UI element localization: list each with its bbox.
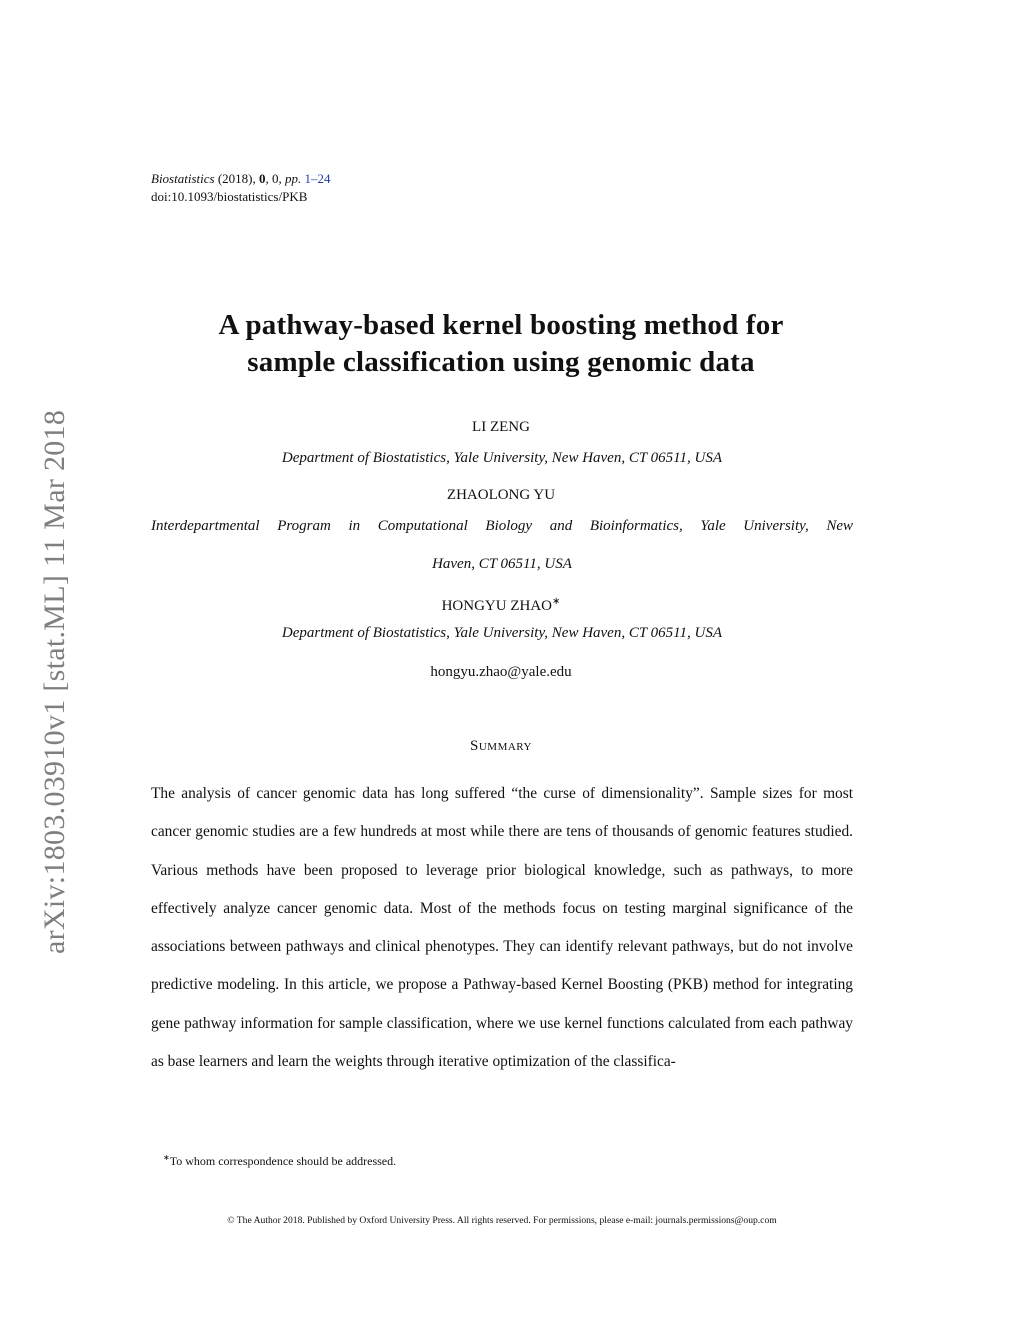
- paper-title: [151, 307, 851, 381]
- footnote: [163, 1153, 396, 1169]
- author-name-3: HONGYU ZHAO: [441, 598, 552, 614]
- footnote-mark: ∗: [163, 1153, 170, 1162]
- page-range-link[interactable]: 1–24: [304, 171, 331, 186]
- summary-text: The analysis of cancer genomic data has long suffered “the curse of dimensionality”. Sample sizes for most cancer genomic studies are a few hundreds at most while there are tens of thousands of genomic features studied. Various methods have been proposed to leverage prior biological knowledge, such as pathways, to more effectively analyze cancer genomic data. Most of the methods focus on testing marginal significance of the associations between pathways and clinical phenotypes. They can identify relevant pathways, but do not involve predictive modeling. In this article, we propose a Pathway-based Kernel Boosting (PKB) method for integrating gene pathway information for sample classification, where we use kernel functions calculated from each pathway as base learners and learn the weights through iterative optimization of the classifica-: [151, 785, 853, 1071]
- arxiv-identifier: arXiv:1803.03910v1 [stat.ML] 11 Mar 2018: [38, 409, 71, 954]
- footnote-text: To whom correspondence should be addressed.: [169, 1154, 397, 1168]
- pages-label: pp.: [284, 171, 302, 186]
- author-affiliation-2-line-2: Haven, CT 06511, USA: [432, 556, 572, 572]
- journal-volume: 0: [258, 171, 266, 186]
- author-affiliation-2-line-1: Interdepartmental Program in Computational Biology and Bioinformatics, Yale University, New: [151, 518, 853, 534]
- copyright-notice: © The Author 2018. Published by Oxford University Press. All rights reserved. For permissions, please e-mail: journals.permissions@oup.com: [227, 1215, 777, 1226]
- title-line-1: A pathway-based kernel boosting method for: [218, 309, 784, 341]
- doi: doi:10.1093/biostatistics/PKB: [151, 189, 308, 204]
- author-name-3-line: [151, 593, 851, 615]
- author-name-2: ZHAOLONG YU: [446, 487, 556, 503]
- author-affiliation-3: Department of Biostatistics, Yale University, New Haven, CT 06511, USA: [281, 625, 723, 641]
- author-email[interactable]: hongyu.zhao@yale.edu: [430, 664, 572, 680]
- journal-issue: , 0,: [265, 171, 282, 186]
- journal-name: Biostatistics: [151, 171, 215, 186]
- author-name-1: LI ZENG: [472, 419, 530, 435]
- author-affiliation-1: Department of Biostatistics, Yale University, New Haven, CT 06511, USA: [281, 450, 723, 466]
- citation-line: [151, 170, 330, 188]
- summary-heading: Summary: [470, 738, 532, 754]
- title-line-2: sample classification using genomic data: [247, 346, 755, 378]
- correspondence-mark: ∗: [552, 596, 561, 607]
- journal-year: (2018),: [217, 171, 256, 186]
- journal-header: [151, 170, 330, 206]
